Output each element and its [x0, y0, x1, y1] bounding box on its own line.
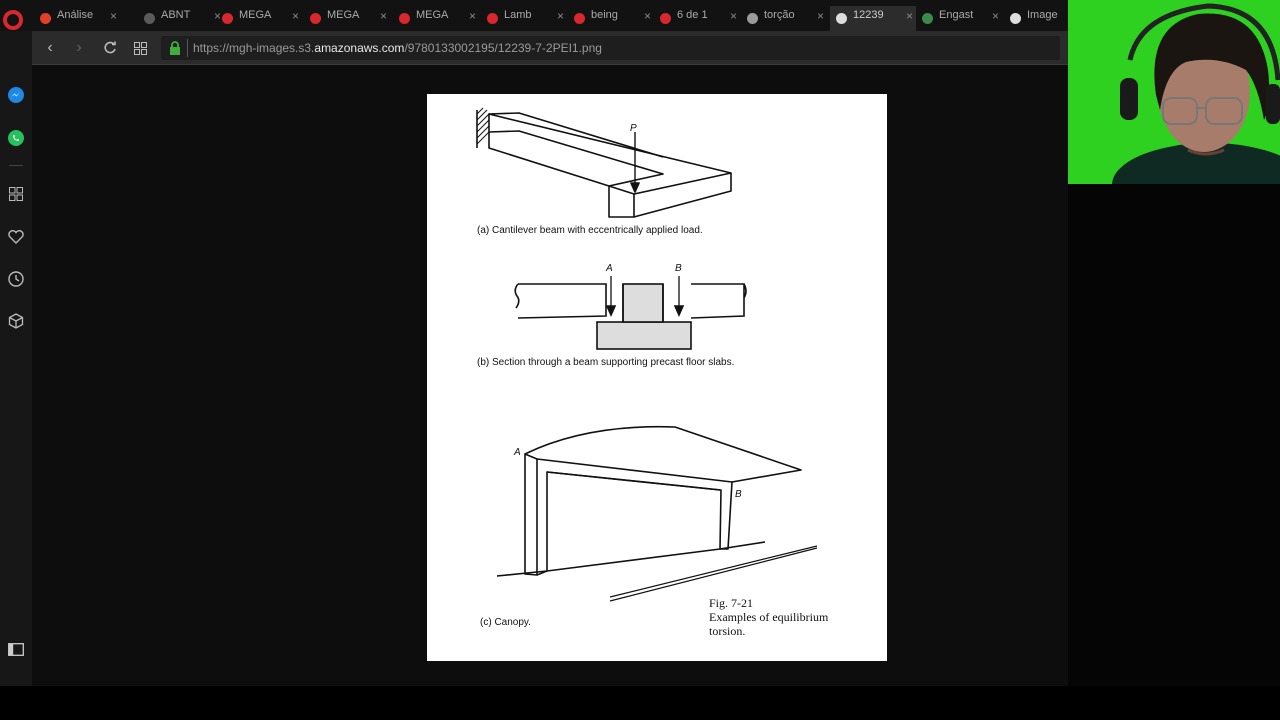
label-b: B: [675, 263, 682, 274]
browser-tab[interactable]: [393, 6, 479, 31]
tab-favicon-icon: [310, 13, 321, 24]
tab-favicon-icon: [144, 13, 155, 24]
tab-favicon-icon: [222, 13, 233, 24]
sidebar-toggle-icon[interactable]: [4, 637, 28, 661]
tab-favicon-icon: [487, 13, 498, 24]
tab-close-icon[interactable]: ×: [469, 8, 477, 23]
browser-tab[interactable]: [830, 6, 916, 31]
whatsapp-icon[interactable]: [4, 126, 28, 150]
tab-favicon-icon: [1010, 13, 1021, 24]
tab-label: Lamb: [504, 8, 532, 21]
forward-icon[interactable]: ›: [76, 39, 82, 56]
bottom-bar: [0, 686, 1280, 720]
tab-label: being: [591, 8, 618, 21]
tab-close-icon[interactable]: ×: [644, 8, 652, 23]
tab-favicon-icon: [836, 13, 847, 24]
tab-favicon-icon: [747, 13, 758, 24]
tab-favicon-icon: [40, 13, 51, 24]
tab-close-icon[interactable]: ×: [380, 8, 388, 23]
opera-logo-icon[interactable]: [3, 10, 23, 30]
figure-caption-line2: torsion.: [709, 624, 746, 638]
figure-caption: [709, 596, 828, 638]
label-b-canopy: B: [735, 489, 742, 500]
back-icon[interactable]: ‹: [47, 39, 53, 56]
tab-label: Análise: [57, 8, 94, 21]
tab-label: Image: [1027, 8, 1058, 21]
tab-close-icon[interactable]: ×: [557, 8, 565, 23]
speed-dial-icon[interactable]: [130, 38, 150, 58]
browser-tab[interactable]: [304, 6, 390, 31]
figure-drawing: [427, 94, 887, 661]
tab-label: MEGA: [327, 8, 360, 21]
label-p: P: [630, 123, 637, 134]
webcam-overlay: [1068, 0, 1280, 184]
tab-close-icon[interactable]: ×: [906, 8, 914, 23]
right-panel: [1068, 184, 1280, 686]
figure-caption-line1: Examples of equilibrium: [709, 610, 829, 624]
browser-tab[interactable]: [216, 6, 302, 31]
browser-tab[interactable]: [568, 6, 654, 31]
tab-close-icon[interactable]: ×: [992, 8, 1000, 23]
browser-tab[interactable]: [916, 6, 1002, 31]
tab-label: ABNT: [161, 8, 191, 21]
tab-strip: [0, 0, 1068, 31]
tab-label: MEGA: [239, 8, 272, 21]
tab-favicon-icon: [574, 13, 585, 24]
url-field[interactable]: [161, 36, 1060, 60]
extensions-cube-icon[interactable]: [4, 309, 28, 333]
url-text: https://mgh-images.s3.amazonaws.com/9780133002195/12239-7-2PEI1.png: [193, 41, 602, 55]
tab-label: 12239: [853, 8, 884, 21]
browser-tab[interactable]: [481, 6, 567, 31]
tab-favicon-icon: [399, 13, 410, 24]
tab-close-icon[interactable]: ×: [110, 8, 118, 23]
tab-close-icon[interactable]: ×: [730, 8, 738, 23]
label-a: A: [606, 263, 613, 274]
tab-label: 6 de 1: [677, 8, 708, 21]
browser-tab[interactable]: [654, 6, 740, 31]
browser-tab[interactable]: [138, 6, 224, 31]
tab-close-icon[interactable]: ×: [214, 8, 222, 23]
tab-label: Engast: [939, 8, 974, 21]
caption-c: (c) Canopy.: [480, 617, 531, 628]
tab-label: torção: [764, 8, 795, 21]
cantilever-beam-drawing: [477, 108, 731, 217]
figure-number: Fig. 7-21: [709, 596, 754, 610]
tab-close-icon[interactable]: ×: [817, 8, 825, 23]
sidebar: [0, 31, 32, 686]
reload-icon[interactable]: [100, 38, 120, 58]
webcam-person: [1068, 0, 1280, 184]
speed-dial-sidebar-icon[interactable]: [4, 182, 28, 206]
tab-close-icon[interactable]: ×: [292, 8, 300, 23]
messenger-icon[interactable]: [4, 83, 28, 107]
address-bar: [32, 31, 1068, 65]
canopy-drawing: [497, 427, 817, 601]
label-a-canopy: A: [514, 447, 521, 458]
tab-favicon-icon: [922, 13, 933, 24]
browser-tab[interactable]: [1004, 6, 1068, 31]
tab-favicon-icon: [660, 13, 671, 24]
caption-a: (a) Cantilever beam with eccentrically applied load.: [477, 225, 703, 236]
browser-tab[interactable]: [34, 6, 120, 31]
lock-icon: [169, 41, 181, 55]
caption-b: (b) Section through a beam supporting precast floor slabs.: [477, 357, 735, 368]
heart-icon[interactable]: [4, 225, 28, 249]
figure-image: [427, 94, 887, 661]
browser-tab[interactable]: [741, 6, 827, 31]
history-clock-icon[interactable]: [4, 267, 28, 291]
tab-label: MEGA: [416, 8, 449, 21]
beam-section-drawing: [515, 276, 746, 349]
